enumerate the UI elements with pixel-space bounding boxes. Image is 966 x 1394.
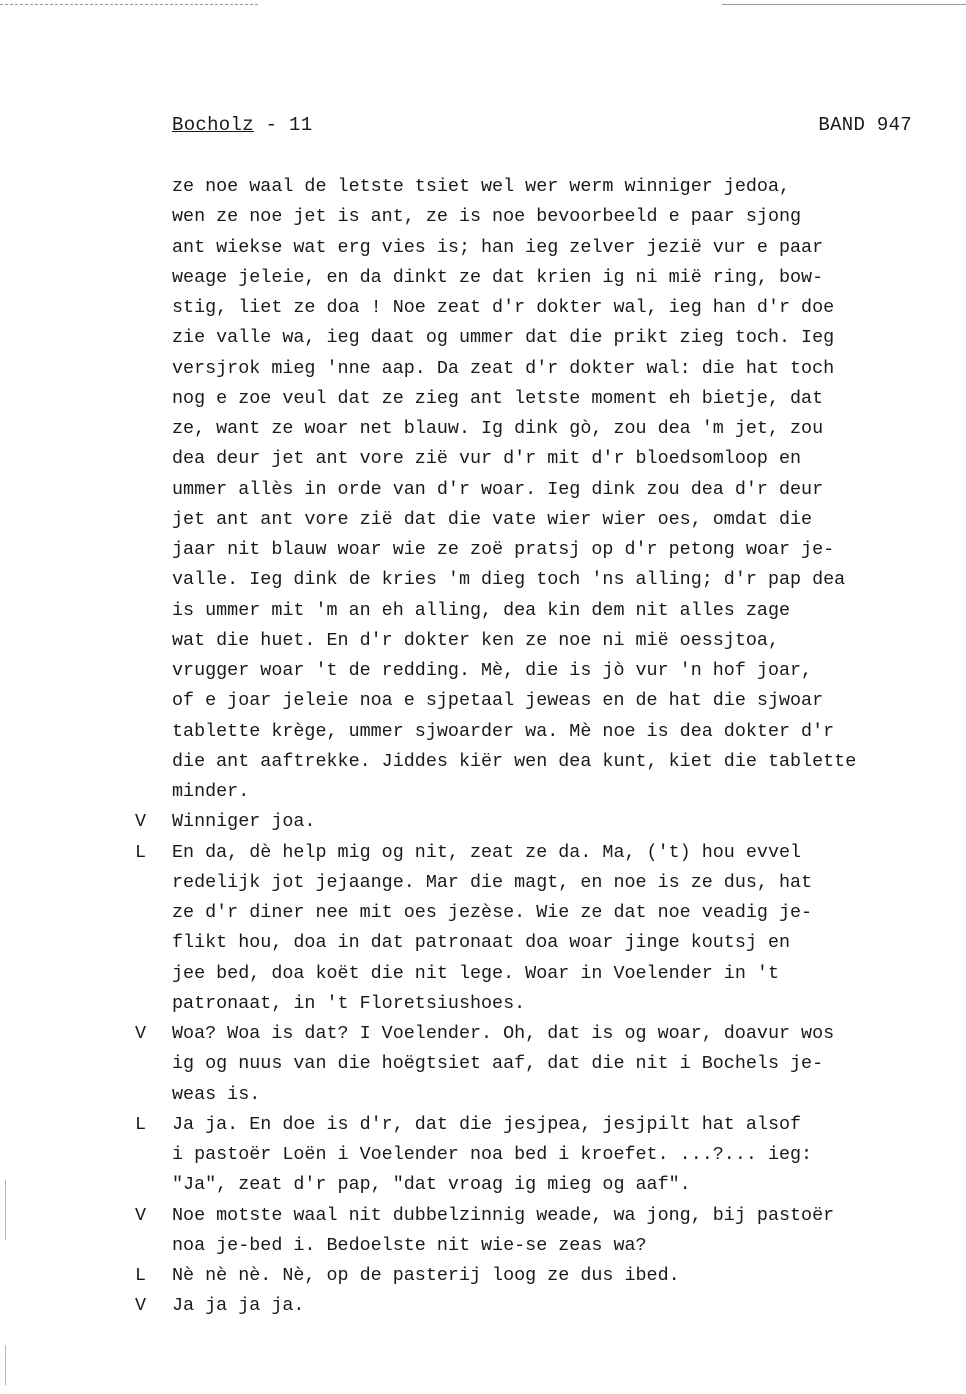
transcript-line xyxy=(0,414,966,444)
line-text: jaar nit blauw woar wie ze zoë pratsj op d'r petong woar je- xyxy=(172,539,835,560)
page-number: 11 xyxy=(289,114,313,136)
tape-number: BAND 947 xyxy=(818,114,912,136)
line-text: patronaat, in 't Floretsiushoes. xyxy=(172,992,526,1014)
line-text: tablette krège, ummer sjwoarder wa. Mè noe is dea dokter d'r xyxy=(172,720,835,742)
line-text: ant wiekse wat erg vies is; han ieg zelver jezië vur e paar xyxy=(172,236,824,258)
transcript-line xyxy=(0,1291,966,1321)
margin-mark xyxy=(5,1180,6,1240)
transcript-body xyxy=(0,172,966,1322)
line-text: weage jeleie, en da dinkt ze dat krien ig ni mië ring, bow- xyxy=(172,266,824,288)
transcript-line xyxy=(0,807,966,837)
transcript-line xyxy=(0,505,966,535)
line-text: weas is. xyxy=(172,1083,261,1105)
line-text: ze noe waal de letste tsiet wel wer werm winniger jedoa, xyxy=(172,176,791,197)
line-text: Nè nè nè. Nè, op de pasterij loog ze dus ibed. xyxy=(172,1265,680,1286)
transcript-line xyxy=(0,1261,966,1291)
transcript-line xyxy=(0,263,966,293)
transcript-line xyxy=(0,535,966,565)
line-text: is ummer mit 'm an eh alling, dea kin dem nit alles zage xyxy=(172,599,791,621)
line-text: jee bed, doa koët die nit lege. Woar in Voelender in 't xyxy=(172,962,779,984)
transcript-line xyxy=(0,384,966,414)
transcript-line xyxy=(0,565,966,595)
transcript-line xyxy=(0,172,966,202)
transcript-line xyxy=(0,233,966,263)
header-separator: - xyxy=(265,114,278,136)
transcript-line xyxy=(0,1080,966,1110)
page-header-left xyxy=(172,114,312,136)
line-text: jet ant ant vore zië dat die vate wier wier oes, omdat die xyxy=(172,508,813,530)
transcript-line xyxy=(0,1110,966,1140)
speaker-label: V xyxy=(135,1204,147,1226)
transcript-line xyxy=(0,475,966,505)
line-text: wen ze noe jet is ant, ze is noe bevoorbeeld e paar sjong xyxy=(172,206,802,228)
transcript-line xyxy=(0,747,966,777)
line-text: ze d'r diner nee mit oes jezèse. Wie ze dat noe veadig je- xyxy=(172,902,813,923)
speaker-label: L xyxy=(135,1113,147,1135)
transcript-line xyxy=(0,898,966,928)
transcript-line xyxy=(0,959,966,989)
line-text: Ja ja. En doe is d'r, dat die jesjpea, jesjpilt hat alsof xyxy=(172,1113,802,1135)
transcript-line xyxy=(0,1019,966,1049)
speaker-label: V xyxy=(135,811,147,833)
top-edge-line xyxy=(0,4,258,5)
speaker-label: V xyxy=(135,1295,147,1317)
line-text: ummer allès in orde van d'r woar. Ieg dink zou dea d'r deur xyxy=(172,478,824,500)
transcript-line xyxy=(0,1231,966,1261)
line-text: wat die huet. En d'r dokter ken ze noe ni mië oessjtoa, xyxy=(172,629,779,651)
line-text: ze, want ze woar net blauw. Ig dink gò, zou dea 'm jet, zou xyxy=(172,418,824,439)
line-text: minder. xyxy=(172,781,250,802)
line-text: nog e zoe veul dat ze zieg ant letste moment eh bietje, dat xyxy=(172,387,824,409)
line-text: valle. Ieg dink de kries 'm dieg toch 'ns alling; d'r pap dea xyxy=(172,569,846,591)
line-text: die ant aaftrekke. Jiddes kiër wen dea kunt, kiet die tablette xyxy=(172,750,857,772)
line-text: noa je-bed i. Bedoelste nit wie-se zeas wa? xyxy=(172,1234,647,1256)
transcript-line xyxy=(0,596,966,626)
line-text: versjrok mieg 'nne aap. Da zeat d'r dokter wal: die hat toch xyxy=(172,357,835,379)
transcript-line xyxy=(0,293,966,323)
transcript-line xyxy=(0,1170,966,1200)
transcript-line xyxy=(0,323,966,353)
line-text: redelijk jot jejaange. Mar die magt, en noe is ze dus, hat xyxy=(172,871,813,893)
line-text: zie valle wa, ieg daat og ummer dat die prikt zieg toch. Ieg xyxy=(172,327,835,349)
transcript-line xyxy=(0,686,966,716)
line-text: Ja ja ja ja. xyxy=(172,1295,305,1317)
line-text: Woa? Woa is dat? I Voelender. Oh, dat is og woar, doavur wos xyxy=(172,1023,835,1044)
transcript-line xyxy=(0,717,966,747)
transcript-line xyxy=(0,1201,966,1231)
transcript-line xyxy=(0,928,966,958)
line-text: dea deur jet ant vore zië vur d'r mit d'r bloedsomloop en xyxy=(172,448,802,470)
transcript-line xyxy=(0,656,966,686)
line-text: ig og nuus van die hoëgtsiet aaf, dat die nit i Bochels je- xyxy=(172,1053,824,1075)
line-text: Noe motste waal nit dubbelzinnig weade, wa jong, bij pastoër xyxy=(172,1204,835,1226)
speaker-label: L xyxy=(135,1265,147,1286)
line-text: stig, liet ze doa ! Noe zeat d'r dokter wal, ieg han d'r doe xyxy=(172,297,835,318)
location-title: Bocholz xyxy=(172,114,254,136)
transcript-line xyxy=(0,626,966,656)
transcript-line xyxy=(0,444,966,474)
margin-mark xyxy=(5,1345,6,1385)
transcript-line xyxy=(0,989,966,1019)
speaker-label: L xyxy=(135,841,147,863)
transcript-line xyxy=(0,777,966,807)
line-text: "Ja", zeat d'r pap, "dat vroag ig mieg og aaf". xyxy=(172,1174,691,1196)
top-edge-line xyxy=(722,4,966,5)
line-text: flikt hou, doa in dat patronaat doa woar jinge koutsj en xyxy=(172,932,791,954)
transcript-line xyxy=(0,202,966,232)
transcript-line xyxy=(0,838,966,868)
transcript-line xyxy=(0,1140,966,1170)
transcript-line xyxy=(0,1049,966,1079)
line-text: vrugger woar 't de redding. Mè, die is jò vur 'n hof joar, xyxy=(172,660,813,681)
line-text: of e joar jeleie noa e sjpetaal jeweas en de hat die sjwoar xyxy=(172,690,824,712)
transcript-line xyxy=(0,354,966,384)
line-text: i pastoër Loën i Voelender noa bed i kroefet. ...?... ieg: xyxy=(172,1144,813,1165)
speaker-label: V xyxy=(135,1023,147,1044)
transcript-line xyxy=(0,868,966,898)
line-text: Winniger joa. xyxy=(172,811,316,833)
line-text: En da, dè help mig og nit, zeat ze da. Ma, ('t) hou evvel xyxy=(172,841,802,863)
